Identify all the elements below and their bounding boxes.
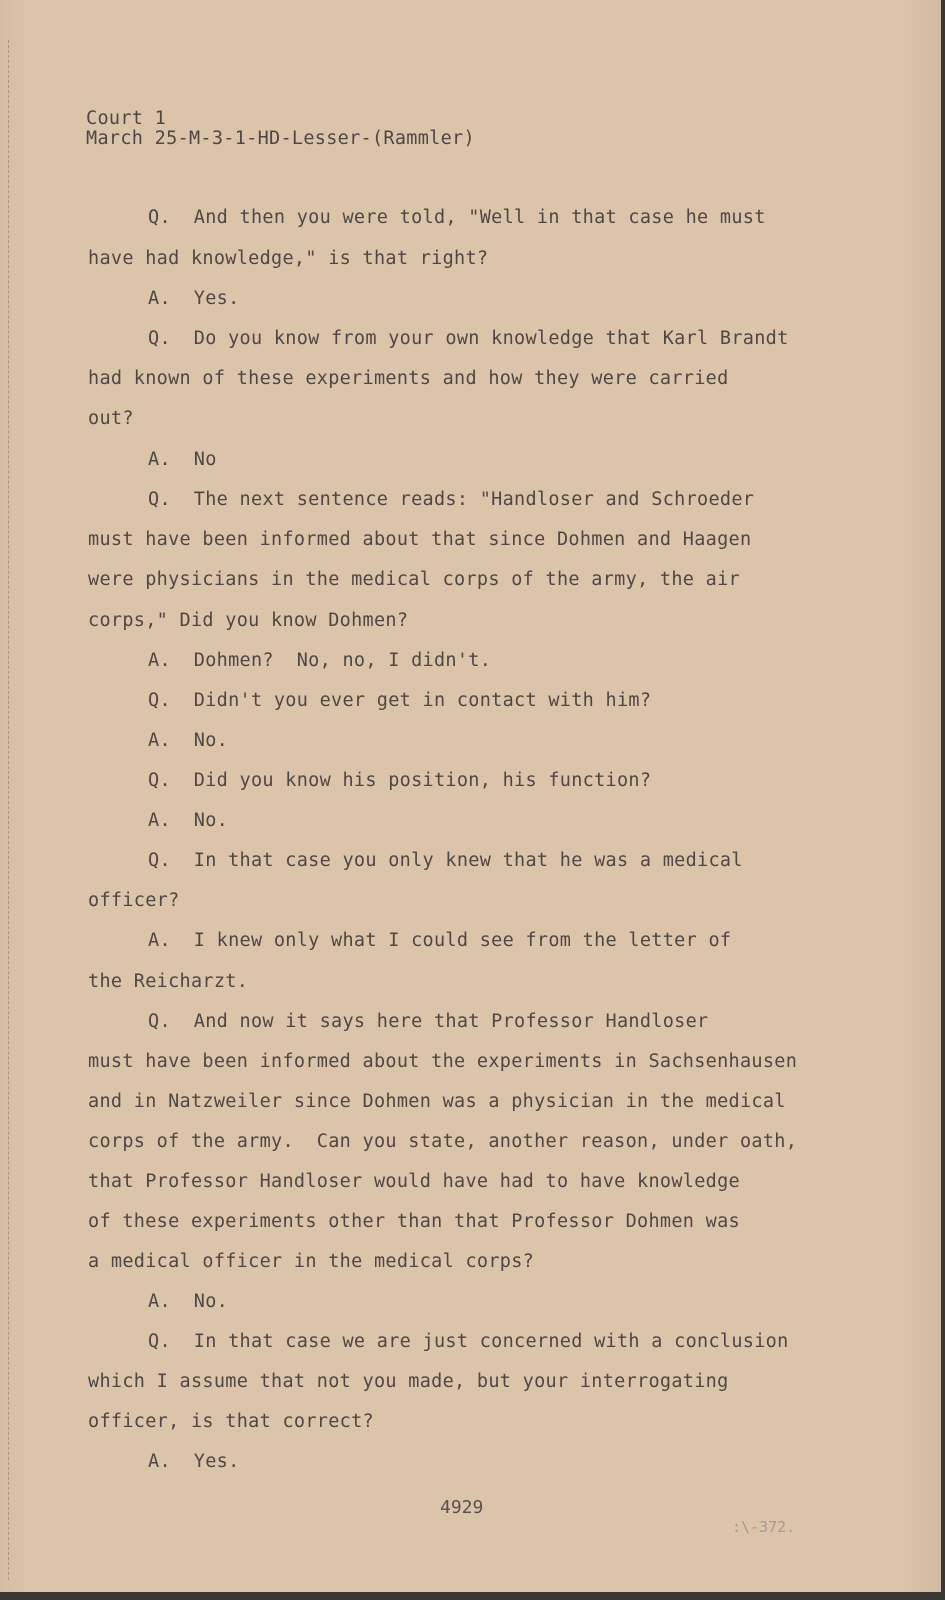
transcript-line: officer, is that correct? (88, 1411, 374, 1432)
transcript-line: Q. Do you know from your own knowledge that Karl Brandt (148, 328, 789, 349)
transcript-line: A. No (148, 449, 217, 470)
session-reference: March 25-M-3-1-HD-Lesser-(Rammler) (86, 128, 475, 149)
transcript-line: must have been informed about that since Dohmen and Haagen (88, 529, 752, 550)
transcript-line: corps of the army. Can you state, another reason, under oath, (88, 1131, 798, 1152)
transcript-line: out? (88, 408, 134, 429)
transcript-line: must have been informed about the experiments in Sachsenhausen (88, 1051, 798, 1072)
page-edge-perforation (8, 40, 10, 1580)
transcript-line: and in Natzweiler since Dohmen was a physician in the medical (88, 1091, 786, 1112)
transcript-line: Q. In that case you only knew that he was a medical (148, 850, 743, 871)
transcript-line: officer? (88, 890, 180, 911)
transcript-line: the Reicharzt. (88, 971, 249, 992)
transcript-line: A. No. (148, 730, 229, 751)
transcript-line: A. Yes. (148, 1451, 240, 1472)
transcript-line: which I assume that not you made, but your interrogating (88, 1371, 729, 1392)
transcript-line: a medical officer in the medical corps? (88, 1251, 535, 1272)
archive-stamp: :\-372. (732, 1518, 796, 1536)
transcript-line: A. No. (148, 810, 229, 831)
transcript-line: Q. And then you were told, "Well in that case he must (148, 207, 766, 228)
transcript-line: Q. Did you know his position, his function? (148, 770, 652, 791)
transcript-line: Q. Didn't you ever get in contact with him? (148, 690, 652, 711)
transcript-line: that Professor Handloser would have had to have knowledge (88, 1171, 740, 1192)
transcript-line: Q. And now it says here that Professor Handloser (148, 1011, 709, 1032)
transcript-line: Q. In that case we are just concerned with a conclusion (148, 1331, 789, 1352)
transcript-line: A. Dohmen? No, no, I didn't. (148, 650, 492, 671)
page-number: 4929 (440, 1497, 484, 1518)
transcript-line: of these experiments other than that Professor Dohmen was (88, 1211, 740, 1232)
transcript-line: corps," Did you know Dohmen? (88, 610, 409, 631)
transcript-line: A. Yes. (148, 288, 240, 309)
transcript-line: have had knowledge," is that right? (88, 248, 489, 269)
court-label: Court 1 (86, 108, 167, 129)
transcript-line: A. No. (148, 1291, 229, 1312)
transcript-line: had known of these experiments and how they were carried (88, 368, 729, 389)
transcript-line: were physicians in the medical corps of the army, the air (88, 569, 740, 590)
transcript-line: Q. The next sentence reads: "Handloser and Schroeder (148, 489, 755, 510)
transcript-line: A. I knew only what I could see from the letter of (148, 930, 732, 951)
